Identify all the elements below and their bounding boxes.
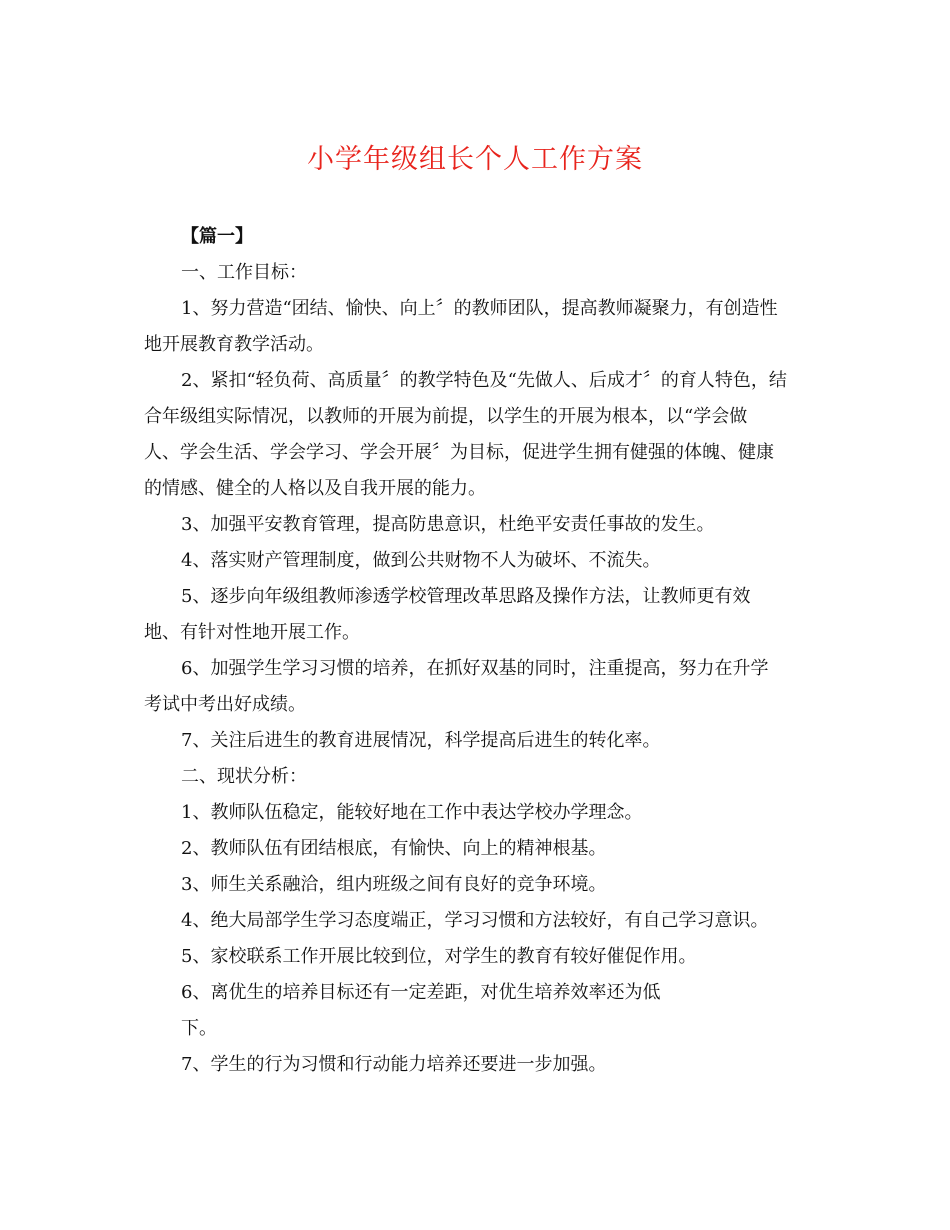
paragraph-line: 1、努力营造“团结、愉快、向上〞的教师团队，提高教师凝聚力，有创造性: [181, 298, 778, 319]
section-marker: 【篇一】: [181, 226, 253, 247]
paragraph-line: 6、离优生的培养目标还有一定差距，对优生培养效率还为低: [181, 982, 661, 1003]
paragraph-line: 6、加强学生学习习惯的培养，在抓好双基的同时，注重提高，努力在升学: [181, 658, 769, 679]
paragraph-line: 的情感、健全的人格以及自我开展的能力。: [144, 478, 486, 499]
paragraph-line: 3、师生关系融洽，组内班级之间有良好的竞争环境。: [181, 874, 607, 895]
section-heading: 二、现状分析：: [181, 766, 307, 787]
paragraph-line: 地开展教育教学活动。: [144, 334, 324, 355]
paragraph-line: 4、绝大局部学生学习态度端正，学习习惯和方法较好，有自己学习意识。: [181, 910, 769, 931]
paragraph-line: 人、学会生活、学会学习、学会开展〞为目标，促进学生拥有健强的体魄、健康: [144, 442, 774, 463]
paragraph-line: 合年级组实际情况，以教师的开展为前提，以学生的开展为根本，以“学会做: [144, 406, 748, 427]
paragraph-line: 5、逐步向年级组教师渗透学校管理改革思路及操作方法，让教师更有效: [181, 586, 751, 607]
paragraph-line: 考试中考出好成绩。: [144, 694, 306, 715]
paragraph-line: 2、紧扣“轻负荷、高质量〞的教学特色及“先做人、后成才〞的育人特色，结: [181, 370, 787, 391]
document-body: [144, 219, 812, 1083]
paragraph-line: 7、关注后进生的教育进展情况，科学提高后进生的转化率。: [181, 730, 661, 751]
paragraph-line: 4、落实财产管理制度，做到公共财物不人为破坏、不流失。: [181, 550, 661, 571]
paragraph-line: 1、教师队伍稳定，能较好地在工作中表达学校办学理念。: [181, 802, 643, 823]
paragraph-line: 2、教师队伍有团结根底，有愉快、向上的精神根基。: [181, 838, 607, 859]
section-heading: 一、工作目标：: [181, 262, 307, 283]
paragraph-line: 3、加强平安教育管理，提高防患意识，杜绝平安责任事故的发生。: [181, 514, 715, 535]
paragraph-line: 下。: [181, 1018, 217, 1039]
paragraph-line: 地、有针对性地开展工作。: [144, 622, 360, 643]
paragraph-line: 7、学生的行为习惯和行动能力培养还要进一步加强。: [181, 1054, 607, 1075]
paragraph-line: 5、家校联系工作开展比较到位，对学生的教育有较好催促作用。: [181, 946, 697, 967]
document-title: 小学年级组长个人工作方案: [307, 144, 643, 175]
